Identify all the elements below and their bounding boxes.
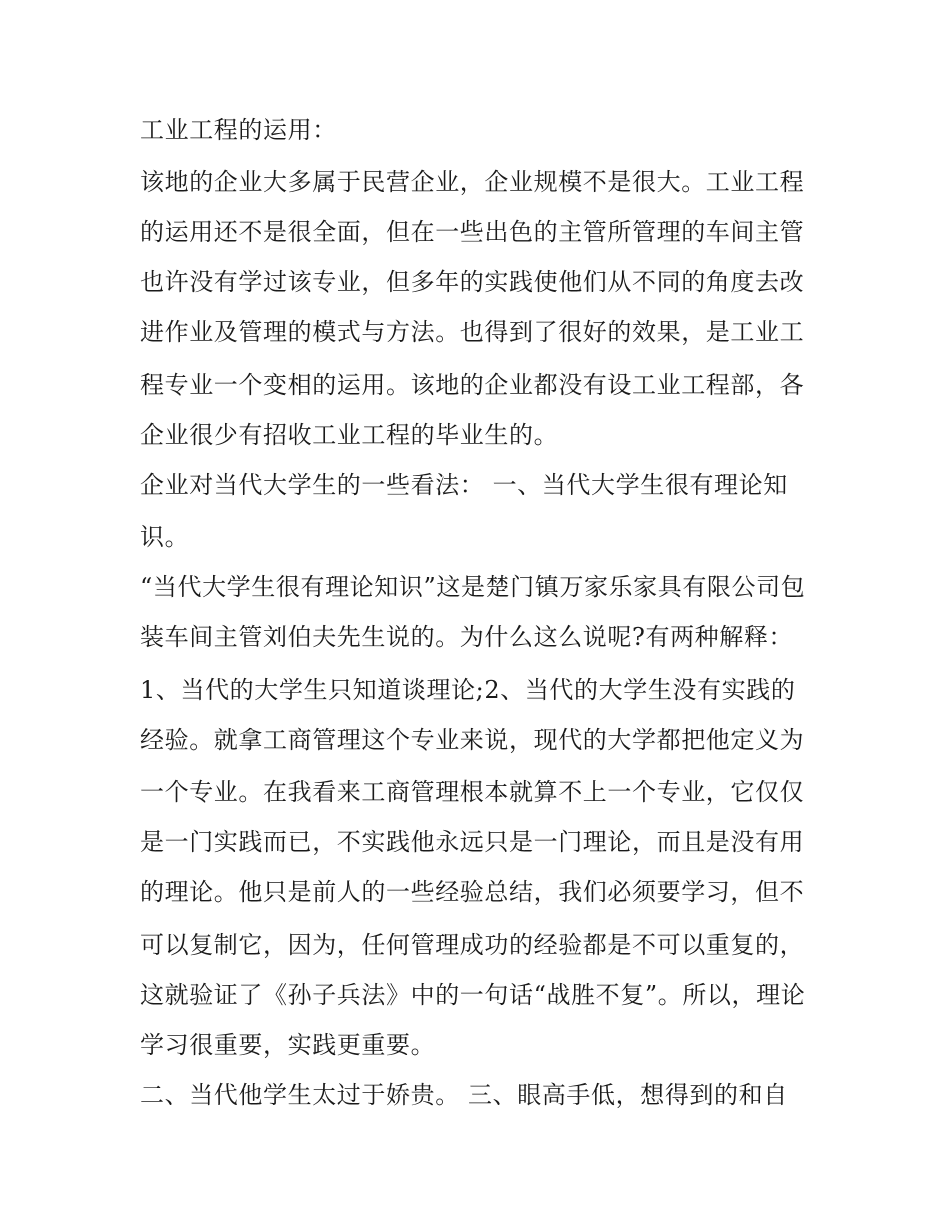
text-line: 这就验证了《孙子兵法》中的一句话“战胜不复”。所以，理论 [140, 981, 806, 1009]
text-line: 进作业及管理的模式与方法。也得到了很好的效果，是工业工 [140, 318, 805, 346]
text-line: 企业对当代大学生的一些看法： 一、当代大学生很有理论知 [140, 471, 788, 499]
section-heading: 工业工程的运用： [140, 116, 337, 144]
text-line: 的理论。他只是前人的一些经验总结，我们必须要学习，但不 [140, 878, 805, 906]
text-line: 的运用还不是很全面，但在一些出色的主管所管理的车间主管 [140, 218, 805, 246]
text-line: 经验。就拿工商管理这个专业来说，现代的大学都把他定义为 [140, 726, 805, 754]
text-line: 二、当代他学生太过于娇贵。 三、眼高手低，想得到的和自 [140, 1081, 788, 1109]
text-line: 程专业一个变相的运用。该地的企业都没有设工业工程部，各 [140, 371, 805, 399]
text-line: 企业很少有招收工业工程的毕业生的。 [140, 421, 559, 449]
text-line: 是一门实践而已，不实践他永远只是一门理论，而且是没有用 [140, 828, 805, 856]
text-line: “当代大学生很有理论知识”这是楚门镇万家乐家具有限公司包 [140, 573, 806, 601]
text-line: 学习很重要，实践更重要。 [140, 1031, 436, 1059]
text-line: 一个专业。在我看来工商管理根本就算不上一个专业，它仅仅 [140, 778, 805, 806]
text-line: 该地的企业大多属于民营企业，企业规模不是很大。工业工程 [140, 168, 805, 196]
text-line: 识。 [140, 523, 190, 551]
text-line: 1、当代的大学生只知道谈理论;2、当代的大学生没有实践的 [140, 676, 796, 704]
text-line: 装车间主管刘伯夫先生说的。为什么这么说呢?有两种解释： [140, 623, 794, 651]
text-line: 也许没有学过该专业，但多年的实践使他们从不同的角度去改 [140, 268, 805, 296]
text-line: 可以复制它，因为，任何管理成功的经验都是不可以重复的， [140, 931, 805, 959]
